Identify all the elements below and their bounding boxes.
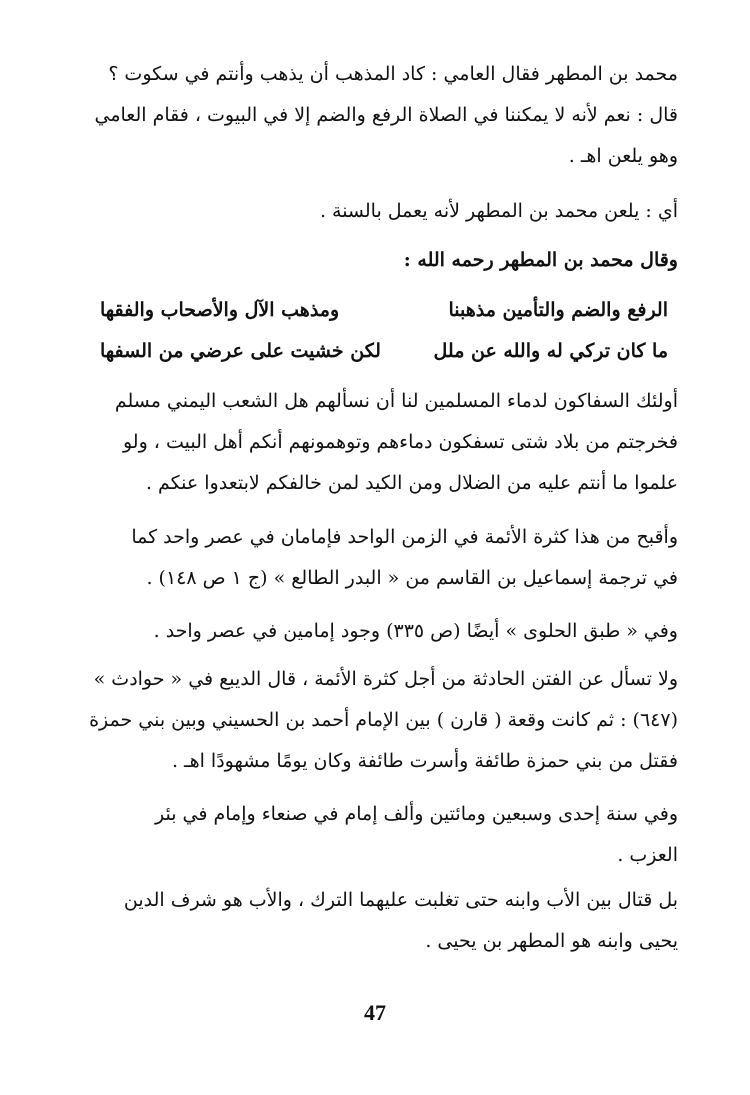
verse-second-half: لكن خشيت على عرضي من السفها	[100, 340, 381, 362]
paragraph-father-son	[78, 880, 678, 962]
text-line: وأقبح من هذا كثرة الأئمة في الزمن الواحد فإمامان في عصر واحد كما	[131, 526, 678, 548]
page-number: 47	[364, 1000, 386, 1025]
text-line: محمد بن المطهر فقال العامي : كاد المذهب أن يذهب وأنتم في سكوت ؟	[108, 63, 678, 85]
text-line: بل قتال بين الأب وابنه حتى تغلبت عليهما الترك ، والأب هو شرف الدين	[123, 889, 678, 911]
paragraph-year	[78, 794, 678, 876]
text-line: وفي سنة إحدى وسبعين ومائتين وألف إمام في صنعاء وإمام في بئر	[155, 803, 678, 825]
text-line: علموا ما أنتم عليه من الضلال ومن الكيد لمن خالفكم لابتعدوا عنكم .	[145, 472, 678, 494]
paragraph-tabaq	[78, 611, 678, 652]
paragraph-imams	[78, 517, 678, 599]
verse-second-half: ومذهب الآل والأصحاب والفقها	[100, 299, 340, 321]
text-line: وقال محمد بن المطهر رحمه الله :	[403, 249, 678, 271]
text-line: وفي « طبق الحلوى » أيضًا (ص ٣٣٥) وجود إمامين في عصر واحد .	[153, 620, 678, 642]
text-line: في ترجمة إسماعيل بن القاسم من « البدر الطالع » (ج ١ ص ١٤٨) .	[146, 567, 678, 589]
verse-first-half: ما كان تركي له والله عن ملل	[433, 340, 668, 362]
paragraph-killers	[78, 381, 678, 504]
text-line: (٦٤٧) : ثم كانت وقعة ( قارن ) بين الإمام أحمد بن الحسيني وبين بني حمزة	[89, 709, 678, 731]
text-line: فخرجتم من بلاد شتى تسفكون دماءهم وتوهمونهم أنكم أهل البيت ، ولو	[122, 431, 678, 453]
text-line: فقتل من بني حمزة طائفة وأسرت طائفة وكان يومًا مشهودًا اهـ .	[171, 750, 678, 772]
text-line: قال : نعم لأنه لا يمكننا في الصلاة الرفع والضم إلا في البيوت ، فقام العامي	[94, 104, 678, 126]
text-line: وهو يلعن اهـ .	[568, 145, 678, 167]
text-line: يحيى وابنه هو المطهر بن يحيى .	[425, 930, 678, 952]
paragraph-fitan	[78, 659, 678, 782]
text-line: أولئك السفاكون لدماء المسلمين لنا أن نسألهم هل الشعب اليمني مسلم	[114, 390, 678, 412]
text-line: ولا تسأل عن الفتن الحادثة من أجل كثرة الأئمة ، قال الديبع في « حوادث »	[93, 668, 678, 690]
text-line: العزب .	[617, 844, 678, 866]
text-line: أي : يلعن محمد بن المطهر لأنه يعمل بالسنة .	[319, 200, 678, 222]
poem	[100, 290, 668, 372]
paragraph-intro	[78, 54, 678, 177]
poem-verse	[100, 331, 668, 372]
poem-intro	[78, 240, 678, 281]
verse-first-half: الرفع والضم والتأمين مذهبنا	[448, 299, 668, 321]
poem-verse	[100, 290, 668, 331]
paragraph-explanation	[78, 191, 678, 232]
